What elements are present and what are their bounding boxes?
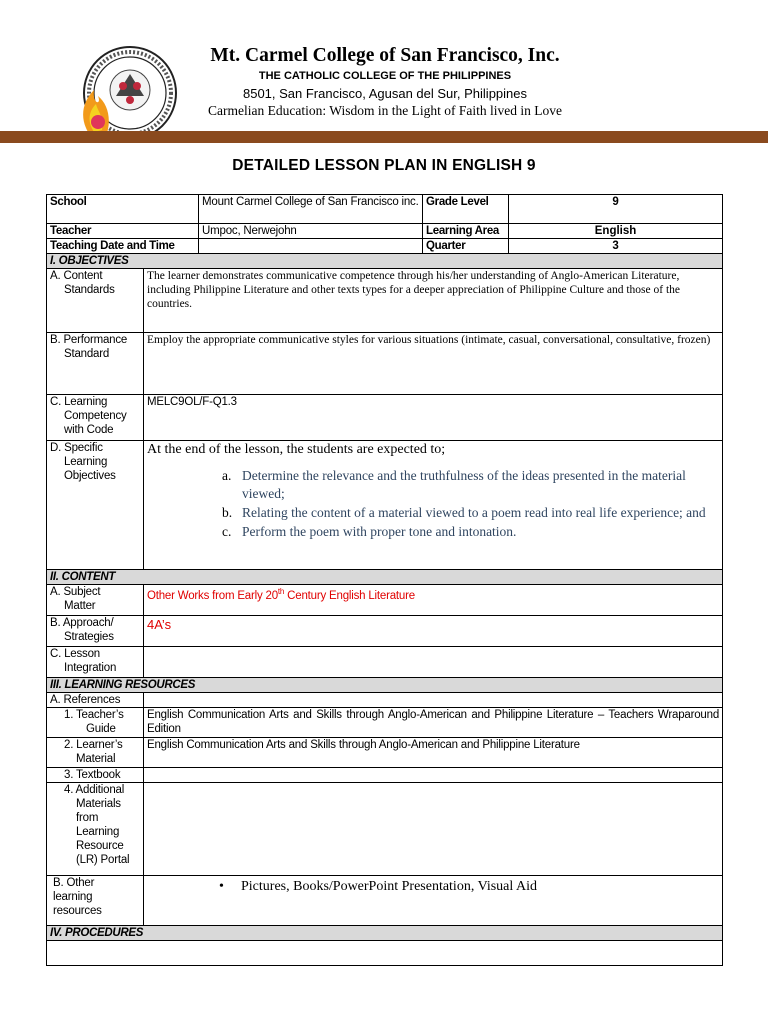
other-resources-cell [144, 876, 723, 926]
table-row [47, 441, 723, 570]
approach-text: 4A’s [144, 616, 723, 647]
teachers-guide-label: 1. Teacher’s Guide [47, 708, 144, 738]
school-value: Mount Carmel College of San Francisco inc. [199, 195, 423, 224]
table-row [47, 333, 723, 395]
grade-level-value: 9 [509, 195, 723, 224]
table-row [47, 876, 723, 926]
additional-materials-label: 4. Additional Materials from Learning Resource (LR) Portal [47, 783, 144, 876]
section-header [47, 570, 723, 585]
lesson-integration-text [144, 647, 723, 678]
table-row [47, 195, 723, 224]
learning-competency-label: C. Learning Competency with Code [47, 395, 144, 441]
teaching-date-label: Teaching Date and Time [47, 239, 199, 254]
quarter-label: Quarter [423, 239, 509, 254]
section-header [47, 926, 723, 941]
content-standards-label: A. Content Standards [47, 269, 144, 333]
lesson-integration-label: C. Lesson Integration [47, 647, 144, 678]
school-label: School [47, 195, 199, 224]
specific-objectives-intro: At the end of the lesson, the students are expected to; [147, 442, 446, 457]
bullet-icon: • [219, 879, 224, 894]
school-name: Mt. Carmel College of San Francisco, Inc. [210, 45, 560, 66]
procedures-body [47, 941, 723, 966]
table-row [47, 693, 723, 708]
table-row [47, 708, 723, 738]
table-row [47, 738, 723, 768]
lesson-plan-table [46, 194, 723, 966]
content-standards-text: The learner demonstrates communicative competence through his/her understanding of Anglo-American Literature, including Philippine Literature and other texts types for a deeper appreciation of Philippine Culture and those of the countries. [144, 269, 723, 333]
table-row [47, 224, 723, 239]
objectives-list [147, 467, 719, 541]
textbook-label: 3. Textbook [47, 768, 144, 783]
list-item: • Pictures, Books/PowerPoint Presentation, Visual Aid [219, 879, 538, 894]
learning-area-label: Learning Area [423, 224, 509, 239]
list-item: b. Relating the content of a material viewed to a poem read into real life experience; and [222, 505, 706, 520]
content-heading: II. CONTENT [47, 570, 723, 585]
table-row [47, 269, 723, 333]
teachers-guide-text: English Communication Arts and Skills through Anglo-American and Philippine Literature – Teachers Wraparound Edition [144, 708, 723, 738]
table-row [47, 647, 723, 678]
subject-matter-text: Other Works from Early 20th Century English Literature [144, 585, 723, 616]
school-address: 8501, San Francisco, Agusan del Sur, Philippines [242, 86, 527, 101]
additional-materials-text [144, 783, 723, 876]
learning-resources-heading: III. LEARNING RESOURCES [47, 678, 723, 693]
table-row [47, 395, 723, 441]
learning-competency-code: MELC9OL/F-Q1.3 [144, 395, 723, 441]
textbook-text [144, 768, 723, 783]
specific-objectives-label: D. Specific Learning Objectives [47, 441, 144, 570]
teacher-value: Umpoc, Nerwejohn [199, 224, 423, 239]
objectives-heading: I. OBJECTIVES [47, 254, 723, 269]
table-row [47, 616, 723, 647]
table-row [47, 768, 723, 783]
header-divider-bar [0, 131, 768, 143]
other-resources-label: B. Other learning resources [47, 876, 144, 926]
table-row [47, 941, 723, 966]
teaching-date-value [199, 239, 423, 254]
learners-material-label: 2. Learner’s Material [47, 738, 144, 768]
list-item: a. Determine the relevance and the truthfulness of the ideas presented in the material viewed; [222, 468, 686, 501]
school-motto: Carmelian Education: Wisdom in the Light of Faith lived in Love [208, 103, 562, 118]
performance-standard-text: Employ the appropriate communicative styles for various situations (intimate, casual, conversational, consultative, frozen) [144, 333, 723, 395]
section-header [47, 254, 723, 269]
learning-area-value: English [509, 224, 723, 239]
procedures-heading: IV. PROCEDURES [47, 926, 723, 941]
section-header [47, 678, 723, 693]
references-label: A. References [47, 693, 144, 708]
teacher-label: Teacher [47, 224, 199, 239]
subject-matter-label: A. Subject Matter [47, 585, 144, 616]
learners-material-text: English Communication Arts and Skills through Anglo-American and Philippine Literature [144, 738, 723, 768]
specific-objectives-cell [144, 441, 723, 570]
school-tagline: THE CATHOLIC COLLEGE OF THE PHILIPPINES [258, 70, 512, 82]
table-row [47, 585, 723, 616]
document-title: DETAILED LESSON PLAN IN ENGLISH 9 [232, 157, 536, 174]
approach-label: B. Approach/ Strategies [47, 616, 144, 647]
grade-level-label: Grade Level [423, 195, 509, 224]
performance-standard-label: B. Performance Standard [47, 333, 144, 395]
table-row [47, 239, 723, 254]
quarter-value: 3 [509, 239, 723, 254]
list-item: c. Perform the poem with proper tone and intonation. [222, 524, 517, 539]
table-row [47, 783, 723, 876]
